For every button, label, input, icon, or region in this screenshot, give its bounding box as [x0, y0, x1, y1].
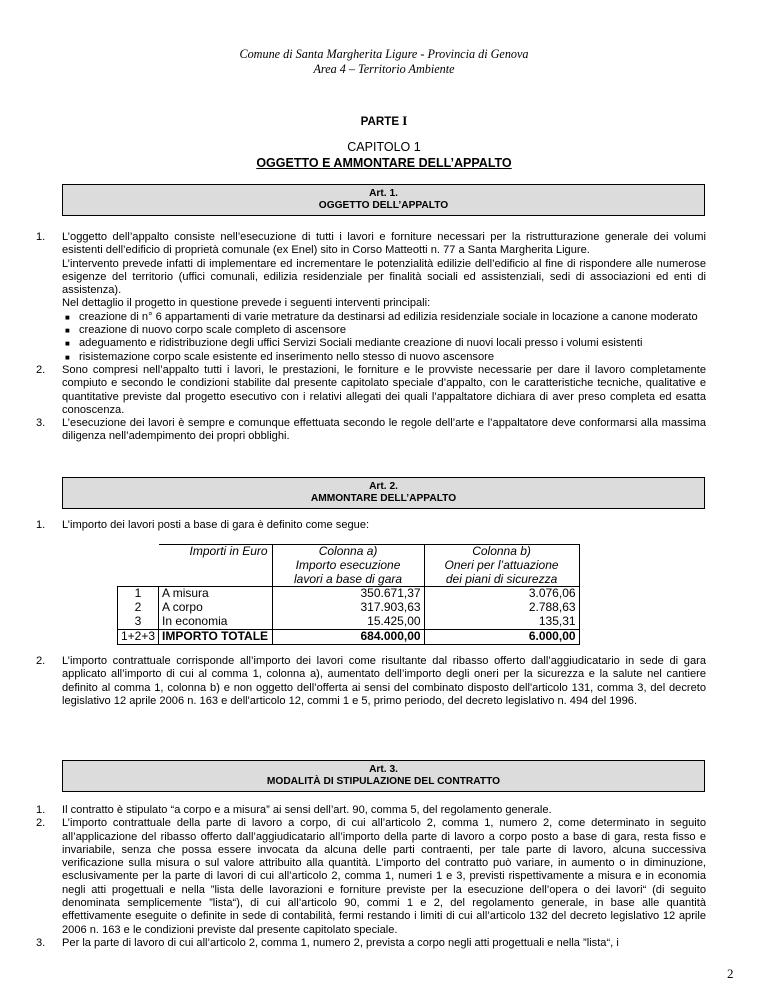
- art3-body: [36, 804, 706, 950]
- art1-item-1-p1: L’oggetto dell’appalto consiste nell’esecuzione di tutti i lavori e forniture necessari per la ristrutturazione generale dei volumi esistenti dell’edificio di proprietà comunale (ex Enel) sito in Corso Matteotti n. 77 a Santa Margherita Ligure.: [62, 231, 706, 257]
- art1-title: OGGETTO DELL’APPALTO: [318, 200, 449, 211]
- table-row: 2 A corpo 317.903,63 2.788,63: [118, 601, 580, 615]
- art1-bullet: ■ creazione di n° 6 appartamenti di varie metrature da destinarsi ad edilizia residenziale sociale in locazione a canone moderato: [65, 310, 698, 323]
- table-label: Importi in Euro: [159, 545, 273, 587]
- header-line-1: Comune di Santa Margherita Ligure - Provincia di Genova: [239, 47, 529, 61]
- art1-item-1: [36, 231, 706, 364]
- parte-title: [0, 113, 768, 129]
- art2-number: Art. 2.: [369, 481, 398, 492]
- art1-bullet: ■ risistemazione corpo scale esistente ed inserimento nello stesso di nuovo ascensore: [65, 350, 495, 363]
- art3-item-3-text: Per la parte di lavoro di cui all’articolo 2, comma 1, numero 2, prevista a corpo negli atti progettuali e nella ”lista“, i: [62, 936, 619, 949]
- item-number: 1.: [36, 519, 46, 531]
- col-a-header: Colonna a) Importo esecuzione lavori a base di gara: [272, 545, 424, 587]
- parte-numeral: I: [402, 113, 408, 128]
- art1-number: Art. 1.: [369, 188, 398, 199]
- item-number: 2.: [36, 655, 46, 667]
- item-number: 3.: [36, 417, 46, 430]
- art2-heading-box: [62, 477, 705, 509]
- art1-body: [36, 231, 706, 444]
- parte-label: PARTE: [360, 115, 400, 128]
- art1-item-1-p3: Nel dettaglio il progetto in questione prevede i seguenti interventi principali:: [62, 297, 431, 310]
- page-header: [0, 47, 768, 77]
- art1-bullet: ■ adeguamento e ridistribuzione degli uffici Servizi Sociali mediante creazione di nuovi locali presso i volumi esistenti: [65, 337, 643, 350]
- art1-bullet: ■ creazione di nuovo corpo scale completo di ascensore: [65, 324, 347, 337]
- art3-item-3: [36, 937, 706, 950]
- art2-item-2: [36, 655, 706, 708]
- table-header-row: [118, 545, 580, 587]
- art2-item-1: [36, 519, 706, 532]
- importi-table: [117, 544, 580, 645]
- capitolo-title: OGGETTO E AMMONTARE DELL’APPALTO: [256, 156, 512, 170]
- capitolo-number: CAPITOLO 1: [347, 140, 421, 154]
- header-line-2: Area 4 – Territorio Ambiente: [313, 62, 455, 76]
- art3-heading-box: [62, 760, 705, 792]
- art1-item-2-text: Sono compresi nell’appalto tutti i lavori, le prestazioni, le forniture e le provviste necessarie per dare il lavoro completamente compiuto e secondo le condizioni stabilite dal presente capitolato speciale d’appalto, con le caratteristiche tecniche, qualitative e quantitative previste dal progetto esecutivo con i relativi allegati dei quali l’appaltatore dichiara di aver preso completa ed esatta conoscenza.: [62, 363, 706, 416]
- bullet-square-icon: ■: [65, 312, 70, 322]
- col-b-header: Colonna b) Oneri per l’attuazione dei piani di sicurezza: [424, 545, 579, 587]
- item-number: 2.: [36, 363, 46, 376]
- art3-number: Art. 3.: [369, 764, 398, 775]
- art1-item-3: [36, 417, 706, 444]
- capitolo-heading: [0, 139, 768, 171]
- table-total-row: 1+2+3 IMPORTO TOTALE 684.000,00 6.000,00: [118, 629, 580, 644]
- bullet-square-icon: ■: [65, 352, 70, 362]
- art3-item-2-text: L’importo contrattuale della parte di lavoro a corpo, di cui all’articolo 2, comma 1, numero 2, come determinato in seguito all’applicazione del ribasso offerto dall’aggiudicatario all’importo della parte di lavoro a corpo posto a base di gara, resta fisso e invariabile, senza che possa essere invocata da alcuna delle parti contraenti, per tale parte di lavoro, alcuna successiva verificazione sulla misura o sul valore attribuito alla quantità. L’importo del contratto può variare, in aumento o in diminuzione, esclusivamente per la parte di lavori di cui all’articolo 2, comma 1, numeri 1 e 3, previsti rispettivamente a misura e in economia negli atti progettuali e nella ”lista delle lavorazioni e forniture previste per la esecuzione dell’opera o dei lavori“ (di seguito denominata semplicemente ”lista“), di cui all’articolo 90, commi 1 e 2, del regolamento generale, in base alle quantità effettivamente eseguite o definite in sede di contabilità, fermi restando i limiti di cui all’articolo 132 del decreto legislativo 12 aprile 2006 n. 163 e le condizioni previste dal presente capitolato speciale.: [62, 817, 706, 936]
- art1-item-1-p2: L’intervento prevede infatti di implementare ed incrementare le potenzialità edilizie dell’edificio al fine di rispondere alle numerose esigenze del territorio (uffici comunali, edilizia residenziale per finalità sociali ed assistenziali, sedi di associazioni ed enti di assistenza).: [62, 257, 706, 297]
- art2-title: AMMONTARE DELL’APPALTO: [310, 493, 457, 504]
- page-number: 2: [727, 966, 734, 981]
- art3-item-1: [36, 804, 706, 817]
- item-number: 2.: [36, 817, 46, 830]
- item-number: 1.: [36, 231, 46, 243]
- art1-heading-box: [62, 184, 705, 216]
- art3-item-1-text: Il contratto è stipulato “a corpo e a misura” ai sensi dell’art. 90, comma 5, del regolamento generale.: [62, 804, 552, 816]
- bullet-square-icon: ■: [65, 339, 70, 349]
- bullet-square-icon: ■: [65, 326, 70, 336]
- art2-item-1-text: L’importo dei lavori posti a base di gara è definito come segue:: [62, 519, 370, 531]
- table-row: 1 A misura 350.671,37 3.076,06: [118, 587, 580, 601]
- table-row: 3 In economia 15.425,00 135,31: [118, 615, 580, 629]
- art1-item-3-text: L’esecuzione dei lavori è sempre e comunque effettuata secondo le regole dell’arte e l’appaltatore deve conformarsi alla massima diligenza nell’adempimento dei propri obblighi.: [62, 417, 706, 443]
- art3-title: MODALITÀ DI STIPULAZIONE DEL CONTRATTO: [266, 776, 501, 787]
- item-number: 1.: [36, 804, 46, 816]
- art3-item-2: [36, 817, 706, 937]
- art1-item-2: [36, 364, 706, 417]
- art2-item-2-text: L’importo contrattuale corrisponde all’importo dei lavori come risultante dal ribasso offerto dall’aggiudicatario in sede di gara applicato all’importo di cui al comma 1, colonna a), aumentato dell’importo degli oneri per la sicurezza e la salute nel cantiere definito al comma 1, colonna b) e non oggetto dell’offerta ai sensi del combinato disposto dell'articolo 131, comma 3, del decreto legislativo 12 aprile 2006 n. 163 e dell'articolo 12, commi 1 e 5, primo periodo, del decreto legislativo n. 494 del 1996.: [62, 655, 706, 707]
- item-number: 3.: [36, 936, 46, 949]
